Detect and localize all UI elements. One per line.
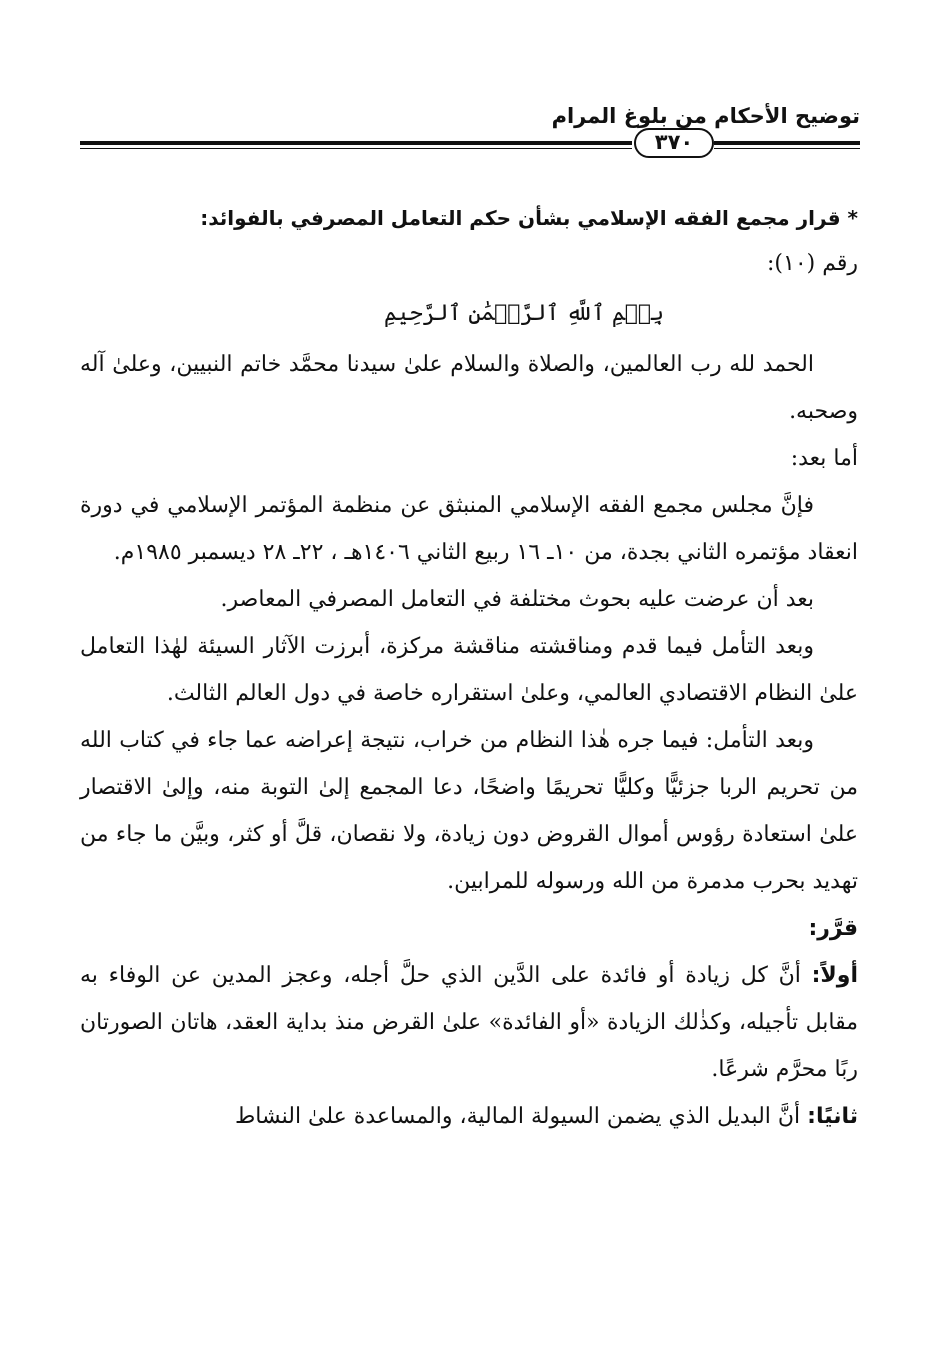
reflection-paragraph-2: وبعد التأمل: فيما جره هٰذا النظام من خراب، نتيجة إعراضه عما جاء في كتاب الله من تحريم الربا جزئيًّا وكليًّا تحريمًا واضحًا، دعا المجمع إلىٰ التوبة منه، وإلىٰ الاقتصار علىٰ استعادة رؤوس أموال القروض دون زيادة، ولا نقصان، قلَّ أو كثر، وبيَّن ما جاء من تهديد بحرب مدمرة من الله ورسوله للمرابين. [80,728,858,894]
resolution-heading [80,196,858,240]
header-rule-left-thin [80,148,632,149]
page-number: ٣٧٠ [634,128,714,158]
resolved-label: قرَّر: [808,916,858,941]
presented-paragraph: بعد أن عرضت عليه بحوث مختلفة في التعامل المصرفي المعاصر. [220,587,814,612]
praise-paragraph: الحمد لله رب العالمين، والصلاة والسلام علىٰ سيدنا محمَّد خاتم النبيين، وعلىٰ آله وصحبه. [80,352,858,424]
basmala: بِسۡمِ ٱللَّهِ ٱلرَّحۡمَٰنِ ٱلرَّحِيمِ [383,301,665,326]
second-clause-text: أنَّ البديل الذي يضمن السيولة المالية، والمساعدة علىٰ النشاط [234,1104,801,1129]
second-clause [80,1093,858,1140]
first-clause-text: أنَّ كل زيادة أو فائدة على الدَّين الذي حلَّ أجله، وعجز المدين عن الوفاء به مقابل تأجيله، وكذٰلك الزيادة «أو الفائدة» علىٰ القرض منذ بداية العقد، هاتان الصورتان ربًا محرَّم شرعًا. [80,963,858,1082]
second-clause-label: ثانيًا: [807,1104,858,1129]
decision-number: رقم (١٠): [767,251,858,276]
header-rule-left [80,141,632,145]
reflection-paragraph-1: وبعد التأمل فيما قدم ومناقشته مناقشة مركزة، أبرزت الآثار السيئة لهٰذا التعامل علىٰ النظام الاقتصادي العالمي، وعلىٰ استقراره خاصة في دول العالم الثالث. [80,634,858,706]
heading-marker: * [847,206,858,230]
header-rule-right-thin [714,148,860,149]
amma-baad: أما بعد: [790,446,858,471]
header-rule-right [714,141,860,145]
book-title: توضيح الأحكام من بلوغ المرام [551,104,860,128]
first-clause [80,952,858,1093]
page-body [80,196,858,1140]
running-header [80,96,860,166]
first-clause-label: أولاً: [811,963,858,988]
council-paragraph: فإنَّ مجلس مجمع الفقه الإسلامي المنبثق عن منظمة المؤتمر الإسلامي في دورة انعقاد مؤتمره الثاني بجدة، من ١٠ـ ١٦ ربيع الثاني ١٤٠٦هـ ، ٢٢ـ ٢٨ ديسمبر ١٩٨٥م. [80,493,858,565]
heading-text: قرار مجمع الفقه الإسلامي بشأن حكم التعامل المصرفي بالفوائد: [200,206,841,230]
